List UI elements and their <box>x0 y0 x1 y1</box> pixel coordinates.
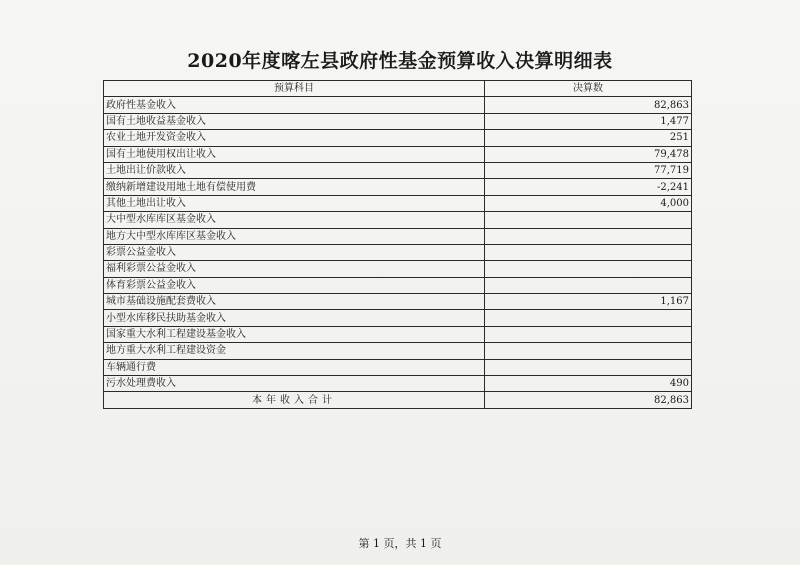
table-row <box>104 277 692 293</box>
row-subject: 城市基础设施配套费收入 <box>104 294 485 310</box>
table-row <box>104 359 692 375</box>
table-row <box>104 261 692 277</box>
row-subject: 小型水库移民扶助基金收入 <box>104 310 485 326</box>
table-row <box>104 146 692 162</box>
row-amount: 251 <box>485 130 692 146</box>
table-total-row <box>104 392 692 408</box>
row-subject: 大中型水库库区基金收入 <box>104 212 485 228</box>
row-amount <box>485 212 692 228</box>
row-subject: 地方大中型水库库区基金收入 <box>104 228 485 244</box>
table-row <box>104 376 692 392</box>
total-value: 82,863 <box>485 392 692 408</box>
row-subject: 农业土地开发资金收入 <box>104 130 485 146</box>
row-amount <box>485 261 692 277</box>
row-amount: 77,719 <box>485 162 692 178</box>
document-title: 2020年度喀左县政府性基金预算收入决算明细表 <box>187 50 613 72</box>
row-amount: 490 <box>485 376 692 392</box>
table-header-row <box>104 81 692 97</box>
row-subject: 体育彩票公益金收入 <box>104 277 485 293</box>
row-subject: 土地出让价款收入 <box>104 162 485 178</box>
budget-table <box>103 80 692 409</box>
row-subject: 国有土地使用权出让收入 <box>104 146 485 162</box>
row-amount <box>485 244 692 260</box>
row-amount <box>485 359 692 375</box>
table-row <box>104 326 692 342</box>
row-amount <box>485 277 692 293</box>
total-label: 本年收入合计 <box>104 392 485 408</box>
row-amount: 82,863 <box>485 97 692 113</box>
table-row <box>104 228 692 244</box>
table-row <box>104 113 692 129</box>
table-row <box>104 244 692 260</box>
row-amount <box>485 228 692 244</box>
row-amount: -2,241 <box>485 179 692 195</box>
row-amount: 1,167 <box>485 294 692 310</box>
row-amount: 1,477 <box>485 113 692 129</box>
row-amount <box>485 326 692 342</box>
row-subject: 车辆通行费 <box>104 359 485 375</box>
table-row <box>104 294 692 310</box>
table-row <box>104 212 692 228</box>
row-subject: 政府性基金收入 <box>104 97 485 113</box>
table-row <box>104 162 692 178</box>
row-subject: 缴纳新增建设用地土地有偿使用费 <box>104 179 485 195</box>
column-header-subject: 预算科目 <box>104 81 485 97</box>
table-row <box>104 179 692 195</box>
row-amount: 4,000 <box>485 195 692 211</box>
row-subject: 其他土地出让收入 <box>104 195 485 211</box>
row-subject: 国家重大水利工程建设基金收入 <box>104 326 485 342</box>
table-row <box>104 97 692 113</box>
table-row <box>104 310 692 326</box>
row-subject: 地方重大水利工程建设资金 <box>104 343 485 359</box>
table-row <box>104 343 692 359</box>
row-amount <box>485 343 692 359</box>
table-row <box>104 130 692 146</box>
row-amount <box>485 310 692 326</box>
row-subject: 福利彩票公益金收入 <box>104 261 485 277</box>
row-subject: 彩票公益金收入 <box>104 244 485 260</box>
row-subject: 国有土地收益基金收入 <box>104 113 485 129</box>
page-footer: 第 1 页，共 1 页 <box>358 537 442 550</box>
column-header-amount: 决算数 <box>485 81 692 97</box>
table-row <box>104 195 692 211</box>
table-body <box>104 97 692 392</box>
row-amount: 79,478 <box>485 146 692 162</box>
row-subject: 污水处理费收入 <box>104 376 485 392</box>
